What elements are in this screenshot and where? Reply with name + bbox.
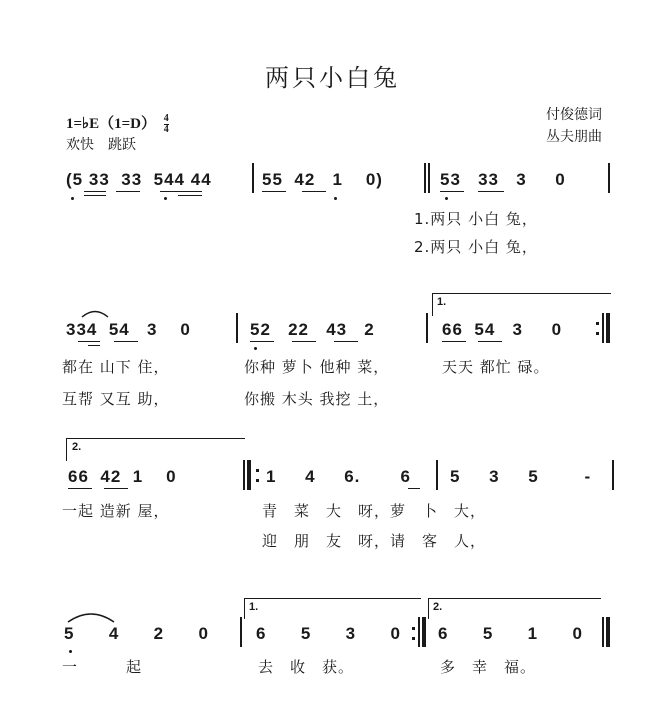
beam-line xyxy=(408,488,420,489)
lyric-r1-v2: 2.两只 小白 兔， xyxy=(414,238,538,256)
note: 0 xyxy=(572,624,583,643)
note: 5 xyxy=(64,624,75,643)
barline xyxy=(612,460,614,490)
beam-line xyxy=(84,191,106,192)
note: 6 xyxy=(438,624,449,643)
notes-row-1-part-1 xyxy=(66,170,212,190)
note: 5 xyxy=(300,624,312,643)
note: 0 xyxy=(551,320,563,339)
barline xyxy=(428,163,430,193)
note: 34 xyxy=(76,320,98,339)
barline xyxy=(240,617,242,647)
notes-row-2-part-2 xyxy=(250,320,375,340)
note: 44 xyxy=(164,170,185,189)
note: 1 xyxy=(332,170,343,189)
lyric-r3-v1-a: 一起 造新 屋， xyxy=(62,502,170,520)
lyric-r3-v1-b: 青 菜 大 呀，萝 卜 大， xyxy=(262,502,487,520)
barline xyxy=(608,163,610,193)
notes-row-4-part-3 xyxy=(438,624,583,644)
meter-top: 4 xyxy=(163,113,169,125)
note: 33 xyxy=(478,170,500,189)
beam-line xyxy=(440,191,464,192)
note: 0 xyxy=(166,467,177,486)
lower-octave-dot xyxy=(69,650,72,653)
note: 53 xyxy=(440,170,461,189)
notes-row-1-part-3 xyxy=(440,170,566,190)
beam-line xyxy=(160,191,202,192)
note: 3 xyxy=(489,467,500,486)
note: 44 xyxy=(190,170,212,189)
lower-octave-dot xyxy=(164,197,167,200)
repeat-dot xyxy=(256,469,259,472)
meter-bottom: 4 xyxy=(163,124,169,136)
final-barline xyxy=(247,460,251,490)
note: 66 xyxy=(442,320,463,339)
note: 43 xyxy=(326,320,348,339)
repeat-dot xyxy=(412,637,415,640)
note: 66 xyxy=(68,467,89,486)
beam-line xyxy=(68,488,92,489)
lyric-r2-v1-b: 你种 萝卜 他种 菜， xyxy=(244,358,390,376)
beam-line xyxy=(88,345,100,346)
notes-row-2-part-1 xyxy=(66,320,191,340)
notes-row-3-part-2 xyxy=(266,467,411,487)
barline xyxy=(252,163,254,193)
lyric-r4-a: 一 起 xyxy=(62,658,143,676)
barline xyxy=(236,313,238,343)
note: 0 xyxy=(555,170,566,189)
beam-line xyxy=(116,191,140,192)
lyric-r2-v1-a: 都在 山下 住， xyxy=(62,358,170,376)
note: 1 xyxy=(132,467,144,486)
ending-number: 2. xyxy=(433,601,443,613)
note: 3 xyxy=(146,320,158,339)
note: 4 xyxy=(108,624,120,643)
note: 0 xyxy=(180,320,191,339)
barline xyxy=(602,617,604,647)
slur xyxy=(66,610,116,624)
barline xyxy=(602,313,604,343)
beam-line xyxy=(84,195,106,196)
beam-line xyxy=(292,341,316,342)
note: 2 xyxy=(153,624,165,643)
ending-number: 2. xyxy=(72,441,82,453)
repeat-dot xyxy=(596,332,599,335)
beam-line xyxy=(478,191,504,192)
barline xyxy=(243,460,245,490)
lower-octave-dot xyxy=(254,347,257,350)
note: 1 xyxy=(527,624,539,643)
note: 0 xyxy=(198,624,209,643)
note: 5 xyxy=(528,467,539,486)
barline xyxy=(436,460,438,490)
note: 3 xyxy=(516,170,527,189)
beam-line xyxy=(104,488,128,489)
note: 6 xyxy=(256,624,267,643)
note: 0) xyxy=(365,170,383,189)
note: 5 xyxy=(482,624,494,643)
lyric-r3-v2: 迎 朋 友 呀，请 客 人， xyxy=(262,532,487,550)
beam-line xyxy=(178,195,202,196)
beam-line xyxy=(442,341,466,342)
first-ending-bracket xyxy=(432,293,611,316)
note: 4 xyxy=(305,467,316,486)
note: 33 xyxy=(121,170,143,189)
beam-line xyxy=(250,341,274,342)
note: 5 xyxy=(450,467,461,486)
barline xyxy=(424,163,426,193)
note: 42 xyxy=(100,467,122,486)
note: 3 xyxy=(512,320,523,339)
note: (5 xyxy=(66,170,84,189)
notes-row-1-part-2 xyxy=(262,170,383,190)
beam-line xyxy=(262,191,286,192)
note: - xyxy=(584,467,592,486)
note: 55 xyxy=(262,170,283,189)
beam-line xyxy=(114,341,138,342)
note: 54 xyxy=(108,320,130,339)
barline xyxy=(426,313,428,343)
note: 54 xyxy=(474,320,496,339)
final-barline xyxy=(606,313,610,343)
note: 22 xyxy=(288,320,310,339)
lyric-r2-v1-c: 天天 都忙 碌。 xyxy=(442,358,550,376)
notes-row-4-part-2 xyxy=(256,624,401,644)
ending-number: 1. xyxy=(437,296,447,308)
lyric-r4-b: 去 收 获。 xyxy=(258,658,355,676)
note: 42 xyxy=(294,170,316,189)
note: 3 xyxy=(345,624,357,643)
lower-octave-dot xyxy=(71,197,74,200)
lyricist-credit: 付俊德词 xyxy=(546,107,602,123)
first-ending-bracket xyxy=(244,598,421,619)
note: 6 xyxy=(400,467,411,486)
lyric-r2-v2-a: 互帮 又互 助， xyxy=(62,390,170,408)
note: 1 xyxy=(266,467,277,486)
repeat-dot xyxy=(596,322,599,325)
second-ending-bracket xyxy=(428,598,601,619)
note: 5 xyxy=(153,170,165,189)
lower-octave-dot xyxy=(445,197,448,200)
repeat-dot xyxy=(412,627,415,630)
lyric-r1-v1: 1.两只 小白 兔， xyxy=(414,210,538,228)
time-signature xyxy=(164,114,169,135)
key-text: 1=♭E（1=D） xyxy=(66,116,157,132)
notes-row-2-part-3 xyxy=(442,320,562,340)
tempo-marking: 欢快 跳跃 xyxy=(66,137,136,153)
beam-line xyxy=(78,341,100,342)
note: 3 xyxy=(66,320,77,339)
note: 33 xyxy=(88,170,110,189)
notes-row-4-part-1 xyxy=(64,624,209,644)
song-title: 两只小白兔 xyxy=(265,64,400,92)
ending-number: 1. xyxy=(249,601,259,613)
note: 6. xyxy=(344,467,361,486)
lower-octave-dot xyxy=(334,197,337,200)
slur xyxy=(80,308,110,318)
beam-line xyxy=(334,341,358,342)
beam-line xyxy=(302,191,326,192)
note: 2 xyxy=(364,320,375,339)
final-barline xyxy=(606,617,610,647)
notes-row-3-part-3 xyxy=(450,467,591,487)
final-barline xyxy=(422,617,426,647)
lyric-r4-c: 多 幸 福。 xyxy=(440,658,537,676)
second-ending-bracket xyxy=(66,438,245,461)
barline xyxy=(418,617,420,647)
repeat-dot xyxy=(256,479,259,482)
composer-credit: 丛夫朋曲 xyxy=(546,129,602,145)
beam-line xyxy=(478,341,502,342)
notes-row-3-part-1 xyxy=(68,467,177,487)
lyric-r2-v2-b: 你搬 木头 我挖 土， xyxy=(244,390,390,408)
note: 0 xyxy=(390,624,401,643)
key-signature xyxy=(66,112,169,135)
note: 52 xyxy=(250,320,271,339)
